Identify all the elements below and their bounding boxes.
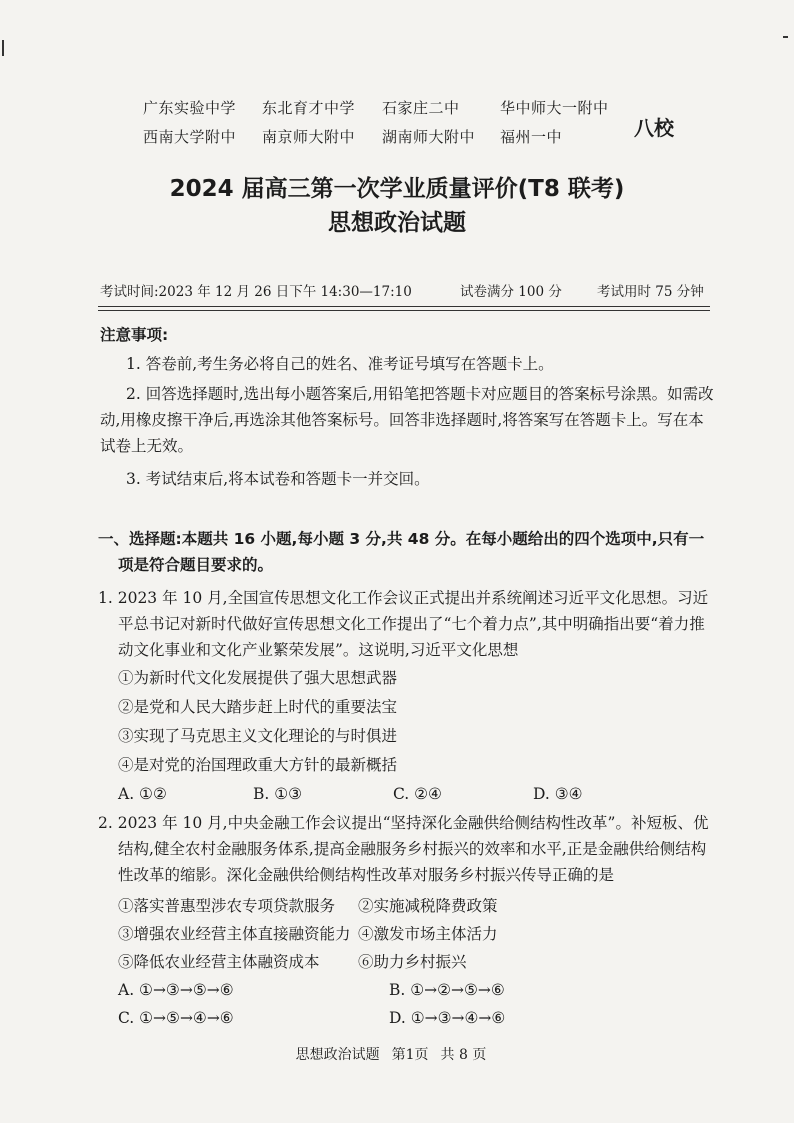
question-stem: 1. 2023 年 10 月,全国宣传思想文化工作会议正式提出并系统阐述习近平文化思想。习近平总书记对新时代做好宣传思想文化工作提出了“七个着力点”,其中明确指出要“着力推动文化事业和文化产业繁荣发展”。这说明,习近平文化思想 [98,589,709,659]
exam-subject-title: 思想政治试题 [328,210,466,236]
section-heading [98,526,714,578]
option-a: A. ①→③→⑤→⑥ [118,981,234,999]
statement: ④是对党的治国理政重大方针的最新概括 [118,756,398,774]
scan-edge-mark [783,36,788,38]
school-name: 华中师大一附中 [500,99,609,117]
notice-item: 3. 考试结束后,将本试卷和答题卡一并交回。 [126,470,430,488]
school-name: 广东实验中学 [143,99,237,117]
scan-edge-mark [2,40,4,56]
notice-item: 1. 答卷前,考生务必将自己的姓名、准考证号填写在答题卡上。 [126,355,554,373]
notice-heading: 注意事项: [100,326,169,344]
option-c: C. ②④ [393,785,442,803]
page-footer [0,1044,794,1064]
statement: ③增强农业经营主体直接融资能力 [118,925,351,943]
option-b: B. ①→②→⑤→⑥ [389,981,505,999]
option-a: A. ①② [118,785,167,803]
divider [98,306,710,307]
statement: ②实施减税降费政策 [358,897,498,915]
section-heading-text: 一、选择题:本题共 16 小题,每小题 3 分,共 48 分。在每小题给出的四个选项中,只有一项是符合题目要求的。 [98,530,705,574]
statement: ①落实普惠型涉农专项贷款服务 [118,897,336,915]
school-name: 西南大学附中 [143,128,237,146]
option-d: D. ①→③→④→⑥ [389,1009,506,1027]
footer-total-pages: 共 8 页 [440,1047,487,1063]
statement: ⑥助力乡村振兴 [358,953,467,971]
school-name: 石家庄二中 [382,99,460,117]
option-c: C. ①→⑤→④→⑥ [118,1009,234,1027]
statement: ③实现了马克思主义文化理论的与时俱进 [118,727,398,745]
option-b: B. ①③ [253,785,303,803]
statement: ①为新时代文化发展提供了强大思想武器 [118,669,398,687]
school-list-row-1 [0,97,794,119]
exam-full-score: 试卷满分 100 分 [460,284,562,300]
eight-schools-badge: 八校 [634,116,674,140]
footer-subject: 思想政治试题 [295,1047,380,1063]
question-1 [98,585,716,663]
exam-duration: 考试用时 75 分钟 [597,284,704,300]
school-name: 湖南师大附中 [382,128,476,146]
school-list-row-2 [0,126,794,148]
exam-title: 2024 届高三第一次学业质量评价(T8 联考) [169,176,625,202]
question-2 [98,810,716,888]
divider [98,310,710,311]
statement: ②是党和人民大踏步赶上时代的重要法宝 [118,698,398,716]
statement: ④激发市场主体活力 [358,925,498,943]
school-name: 南京师大附中 [262,128,356,146]
statement: ⑤降低农业经营主体融资成本 [118,953,320,971]
question-stem: 2. 2023 年 10 月,中央金融工作会议提出“坚持深化金融供给侧结构性改革”。补短板、优结构,健全农村金融服务体系,提高金融服务乡村振兴的效率和水平,正是金融供给侧结构性改革的缩影。深化金融供给侧结构性改革对服务乡村振兴传导正确的是 [98,814,709,884]
notice-item: 2. 回答选择题时,选出每小题答案后,用铅笔把答题卡对应题目的答案标号涂黑。如需改动,用橡皮擦干净后,再选涂其他答案标号。回答非选择题时,将答案写在答题卡上。写在本试卷上无效。 [100,385,714,455]
option-d: D. ③④ [533,785,583,803]
footer-page-number: 第1页 [391,1047,429,1063]
school-name: 东北育才中学 [262,99,356,117]
exam-time: 考试时间:2023 年 12 月 26 日下午 14:30—17:10 [100,284,412,300]
school-name: 福州一中 [500,128,563,146]
